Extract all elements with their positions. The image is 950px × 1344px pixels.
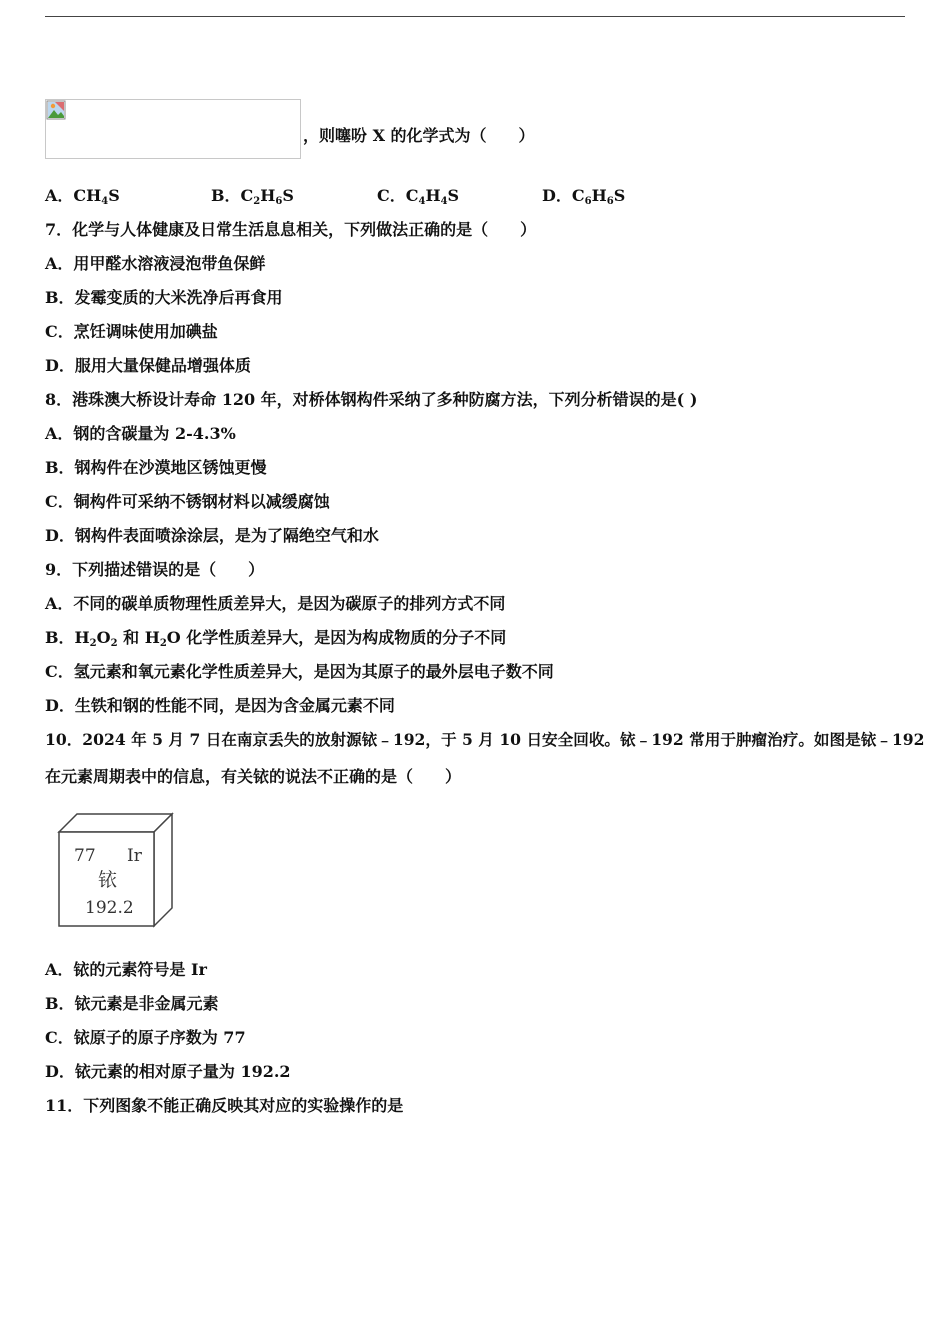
q7-stem: 7．化学与人体健康及日常生活息息相关，下列做法正确的是（ ） — [45, 220, 537, 239]
q6-option-b: B．$C_2H_6S$ — [211, 186, 294, 207]
header-rule — [45, 16, 905, 17]
element-mass: 192.2 — [85, 898, 134, 918]
q8-option-c: C．铜构件可采纳不锈钢材料以减缓腐蚀 — [45, 492, 330, 511]
q7-option-b: B．发霉变质的大米洗净后再食用 — [45, 288, 283, 307]
broken-image-icon — [46, 100, 68, 122]
q10-stem-line2: 在元素周期表中的信息，有关铱的说法不正确的是（ ） — [45, 767, 462, 786]
formula-text: H — [591, 186, 607, 205]
q7-option-c: C．烹饪调味使用加碘盐 — [45, 322, 218, 341]
formula-text: S — [447, 186, 460, 205]
formula-subscript: 4 — [101, 196, 109, 207]
q6-option-c: C．$C_4H_4S$ — [377, 186, 460, 207]
formula-subscript: 2 — [253, 196, 261, 207]
formula-text: C — [240, 186, 254, 205]
formula-text: CH — [73, 186, 102, 205]
formula-subscript: 6 — [584, 196, 592, 207]
q8-option-b: B．钢构件在沙漠地区锈蚀更慢 — [45, 458, 267, 477]
formula-text: C — [405, 186, 419, 205]
formula-subscript: 6 — [606, 196, 614, 207]
q8-option-a: A．钢的含碳量为 2-4.3% — [45, 424, 236, 443]
q6-option-a-formula — [73, 186, 119, 205]
q6-stem-tail: ，则噻吩 X 的化学式为（ ） — [303, 126, 535, 145]
broken-image-placeholder — [45, 99, 301, 159]
element-tile-iridium — [57, 812, 177, 932]
formula-text: H — [425, 186, 441, 205]
q6-option-d: D．$C_6H_6S$ — [542, 186, 626, 207]
formula-text: C — [571, 186, 585, 205]
q7-option-d: D．服用大量保健品增强体质 — [45, 356, 251, 375]
q10-option-b: B．铱元素是非金属元素 — [45, 994, 219, 1013]
formula-text: S — [613, 186, 626, 205]
element-number: 77 — [74, 846, 96, 866]
element-symbol: Ir — [127, 846, 142, 866]
q6-option-b-formula — [241, 186, 294, 205]
q8-option-d: D．钢构件表面喷涂涂层，是为了隔绝空气和水 — [45, 526, 379, 545]
q9-option-a: A．不同的碳单质物理性质差异大，是因为碳原子的排列方式不同 — [45, 594, 506, 613]
q6-option-d-formula — [572, 186, 625, 205]
element-name: 铱 — [98, 869, 118, 891]
formula-subscript: 4 — [418, 196, 426, 207]
q9-option-c: C．氢元素和氧元素化学性质差异大，是因为其原子的最外层电子数不同 — [45, 662, 554, 681]
formula-subscript: 6 — [275, 196, 283, 207]
q8-stem: 8．港珠澳大桥设计寿命 120 年，对桥体钢构件采纳了多种防腐方法，下列分析错误的是( ) — [45, 390, 698, 409]
q9-option-d: D．生铁和钢的性能不同，是因为含金属元素不同 — [45, 696, 395, 715]
formula-text: S — [108, 186, 120, 205]
formula-text: S — [282, 186, 294, 205]
formula-text: H — [260, 186, 276, 205]
q11-stem: 11．下列图象不能正确反映其对应的实验操作的是 — [45, 1096, 404, 1115]
q10-option-c: C．铱原子的原子序数为 77 — [45, 1028, 246, 1047]
q10-option-d: D．铱元素的相对原子量为 192.2 — [45, 1062, 291, 1081]
q6-option-a: A．$CH_4S$ — [45, 186, 120, 207]
formula-subscript: 4 — [440, 196, 448, 207]
q9-stem: 9．下列描述错误的是（ ） — [45, 560, 265, 579]
q7-option-a: A．用甲醛水溶液浸泡带鱼保鲜 — [45, 254, 266, 273]
q10-option-a: A．铱的元素符号是 Ir — [45, 960, 207, 979]
q6-option-c-formula — [406, 186, 459, 205]
q9-option-b: B．$H_2O_2$ 和 $H_2O$ 化学性质差异大，是因为构成物质的分子不同 — [45, 628, 507, 649]
q10-stem-line1: 10．2024 年 5 月 7 日在南京丢失的放射源铱﹣192，于 5 月 10 日安全回收。铱﹣192 常用于肿瘤治疗。如图是铱﹣192 — [45, 730, 925, 749]
